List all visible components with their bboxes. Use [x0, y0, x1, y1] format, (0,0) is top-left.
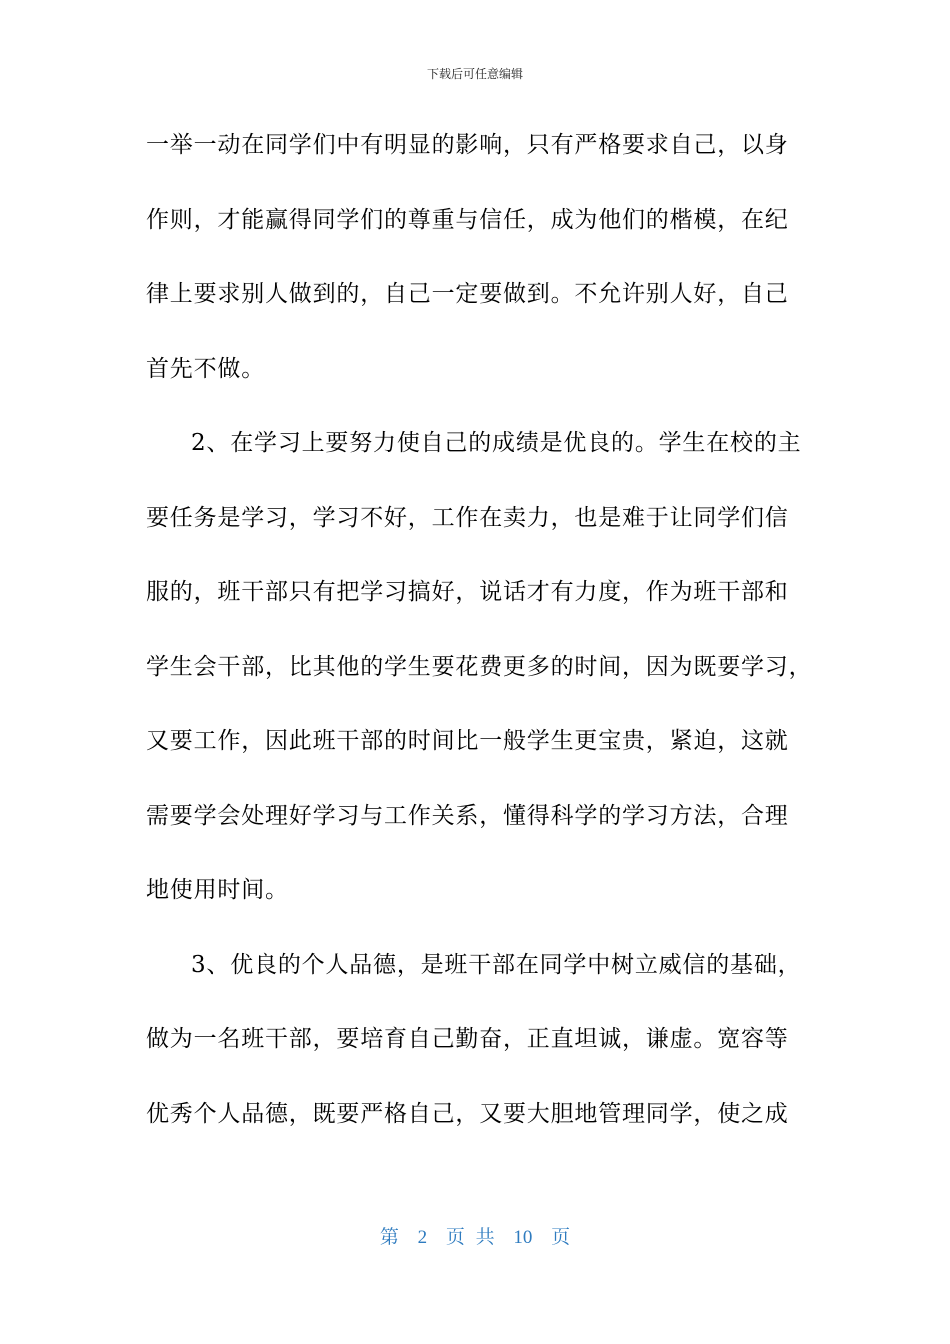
footer-total-pages: 10 [513, 1227, 533, 1248]
text-line-6: 要任务是学习，学习不好，工作在卖力，也是难于让同学们信 [146, 504, 789, 531]
text-line-13: 做为一名班干部，要培育自己勤奋，正直坦诚，谦虚。宽容等 [146, 1026, 789, 1052]
text-line-1: 一举一动在同学们中有明显的影响，只有严格要求自己，以身 [146, 132, 789, 158]
text-line-11: 地使用时间。 [146, 877, 289, 903]
text-line-14: 优秀个人品德，既要严格自己，又要大胆地管理同学，使之成 [146, 1100, 789, 1127]
footer-current-page: 2 [417, 1227, 428, 1248]
text-line-10: 需要学会处理好学习与工作关系，懂得科学的学习方法，合理 [146, 802, 789, 829]
text-line-4: 首先不做。 [146, 355, 265, 382]
text-line-7: 服的，班干部只有把学习搞好，说话才有力度，作为班干部和 [146, 579, 789, 605]
text-line-12: 3、优良的个人品德，是班干部在同学中树立威信的基础， [191, 951, 802, 978]
footer-middle: 页 共 [445, 1227, 495, 1248]
footer-suffix: 页 [551, 1227, 571, 1248]
footer-prefix: 第 [379, 1227, 399, 1248]
page-footer [0, 1225, 950, 1251]
text-line-5: 2、在学习上要努力使自己的成绩是优良的。学生在校的主 [191, 430, 802, 456]
page-header: 下载后可任意编辑 [426, 67, 523, 81]
text-line-3: 律上要求别人做到的，自己一定要做到。不允许别人好，自己 [146, 281, 789, 307]
text-line-9: 又要工作，因此班干部的时间比一般学生更宝贵，紧迫，这就 [146, 728, 789, 754]
text-line-2: 作则，才能赢得同学们的尊重与信任，成为他们的楷模，在纪 [146, 206, 789, 233]
text-line-8: 学生会干部，比其他的学生要花费更多的时间，因为既要学习， [146, 653, 813, 680]
body-text [146, 120, 811, 1163]
